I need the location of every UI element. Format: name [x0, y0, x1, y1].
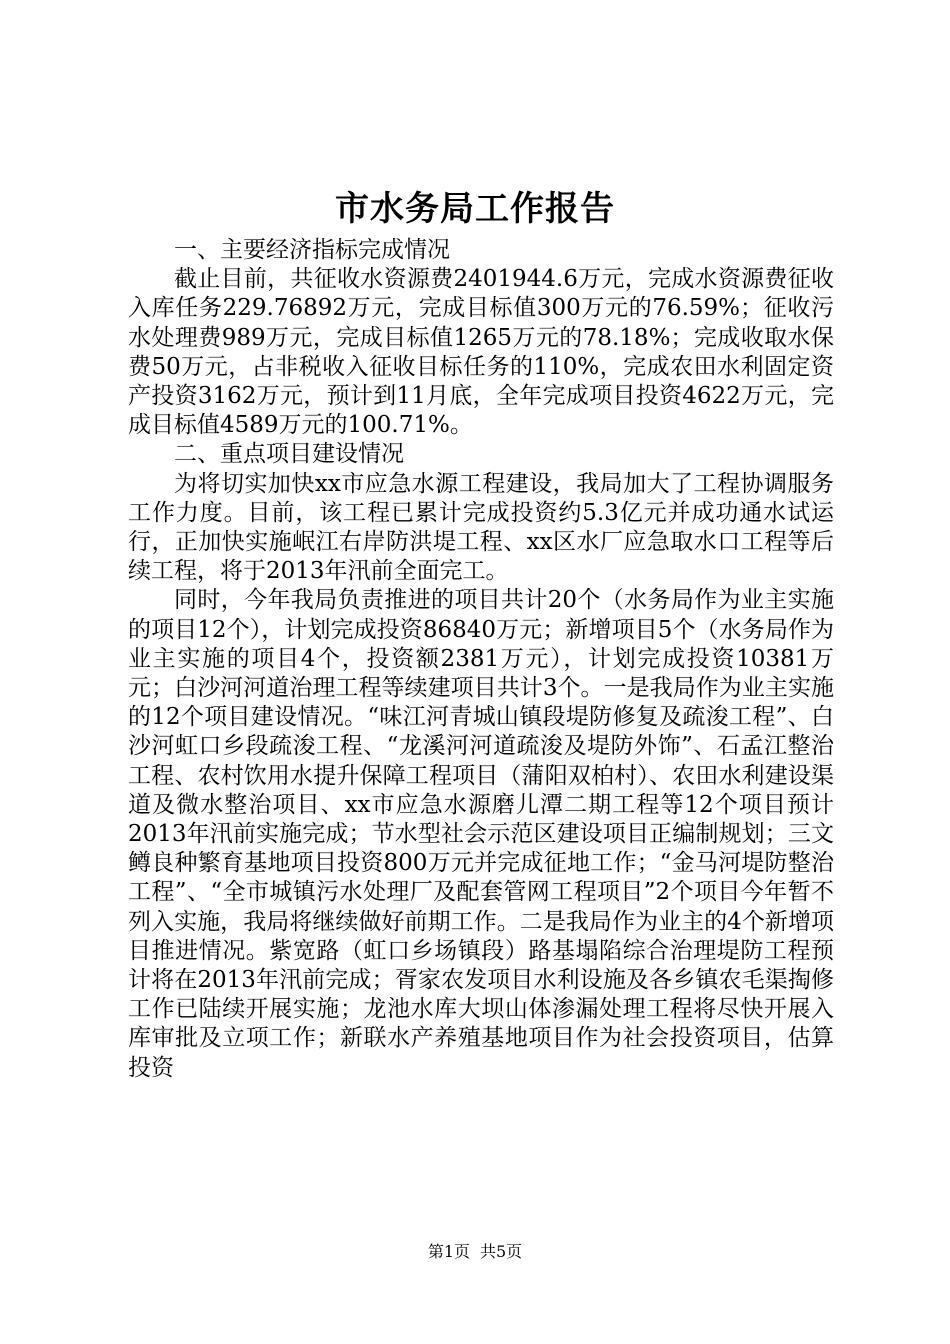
document-body: [128, 236, 834, 1083]
paragraph-project-progress: 同时，今年我局负责推进的项目共计20个（水务局作为业主实施的项目12个），计划完成投资86840万元；新增项目5个（水务局作为业主实施的项目4个，投资额2381万元），计划完成投资10381万元；白沙河河道治理工程等续建项目共计3个。一是我局作为业主实施的12个项目建设情况。“味江河青城山镇段堤防修复及疏浚工程”、白沙河虹口乡段疏浚工程、“龙溪河河道疏浚及堤防外饰”、石孟江整治工程、农村饮用水提升保障工程项目（蒲阳双柏村）、农田水利建设渠道及微水整治项目、xx市应急水源磨儿潭二期工程等12个项目预计2013年汛前实施完成；节水型社会示范区建设项目正编制规划；三文鳟良种繁育基地项目投资800万元并完成征地工作；“金马河堤防整治工程”、“全市城镇污水处理厂及配套管网工程项目”2个项目今年暂不列入实施，我局将继续做好前期工作。二是我局作为业主的4个新增项目推进情况。紫宽路（虹口乡场镇段）路基塌陷综合治理堤防工程预计将在2013年汛前完成；胥家农发项目水利设施及各乡镇农毛渠掏修工作已陆续开展实施；龙池水库大坝山体渗漏处理工程将尽快开展入库审批及立项工作；新联水产养殖基地项目作为社会投资项目，估算投资: [128, 587, 834, 1081]
page-footer: [0, 1240, 950, 1264]
paragraph-emergency-water-source: 为将切实加快xx市应急水源工程建设，我局加大了工程协调服务工作力度。目前，该工程已累计完成投资约5.3亿元并成功通水试运行，正加快实施岷江右岸防洪堤工程、xx区水厂应急取水口工程等后续工程，将于2013年汛前全面完工。: [128, 470, 834, 585]
page-total: 共5页: [480, 1242, 523, 1261]
document-title: 市水务局工作报告: [335, 189, 615, 229]
section-heading-key-projects: 二、重点项目建设情况: [174, 441, 404, 468]
section-heading-economic-indicators: 一、主要经济指标完成情况: [174, 237, 450, 263]
page-number: 第1页: [427, 1242, 470, 1261]
paragraph-fee-collection: 截止目前，共征收水资源费2401944.6万元，完成水资源费征收入库任务229.76892万元，完成目标值300万元的76.59%；征收污水处理费989万元，完成目标值1265万元的78.18%；完成收取水保费50万元，占非税收入征收目标任务的110%，完成农田水利固定资产投资3162万元，预计到11月底，全年完成项目投资4622万元，完成目标值4589万元的100.71%。: [128, 266, 834, 439]
